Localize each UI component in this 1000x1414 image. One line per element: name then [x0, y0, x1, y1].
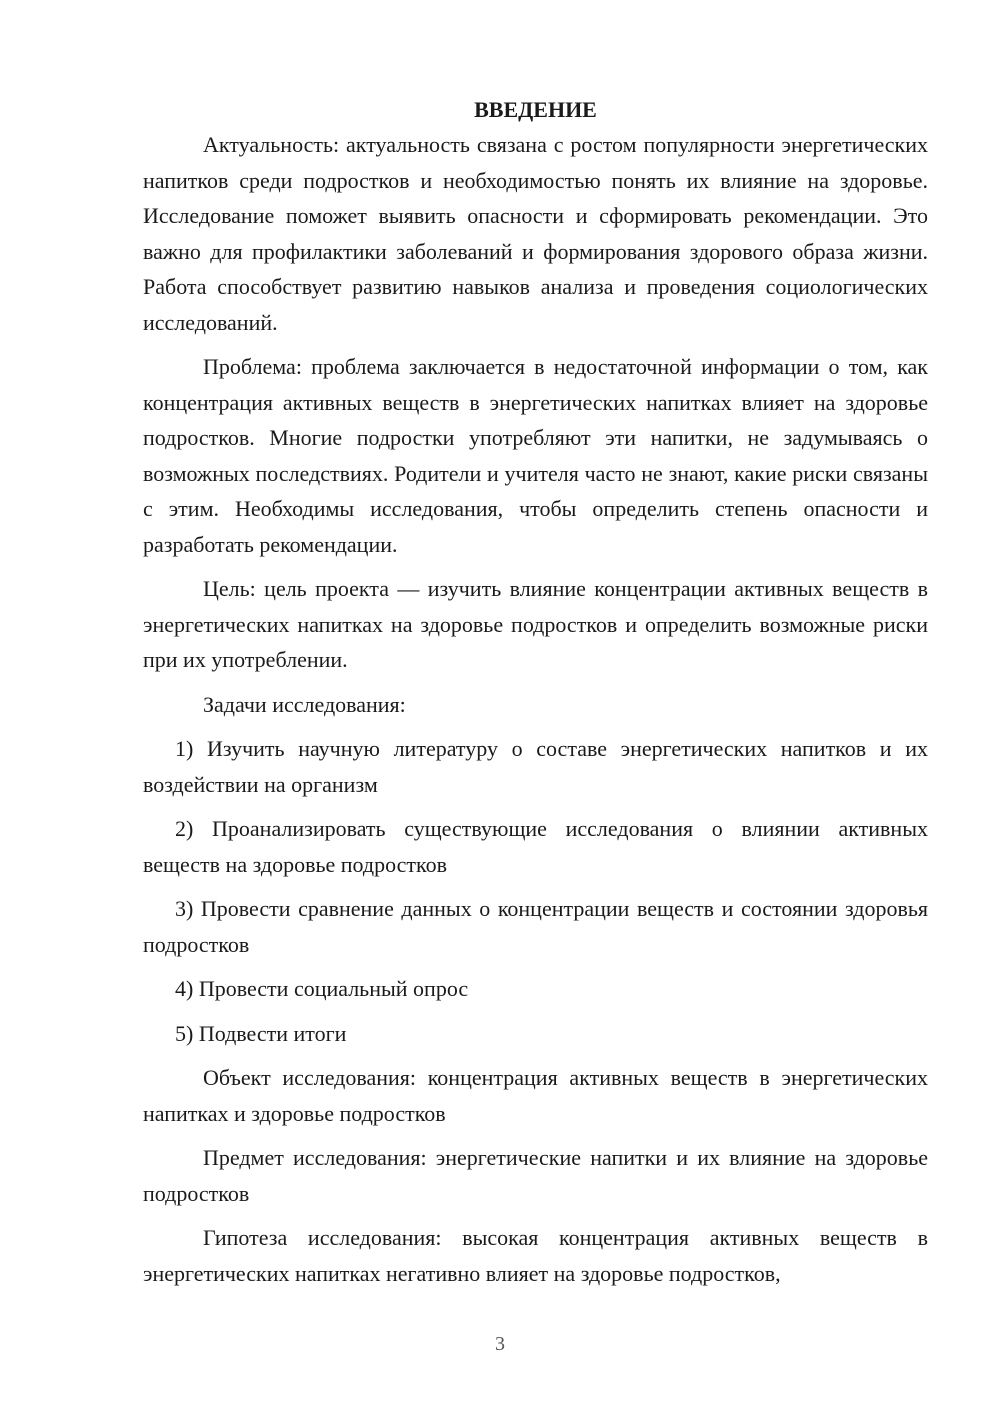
- tasks-title: Задачи исследования:: [203, 691, 406, 717]
- task-item-2: 2) Проанализировать существующие исследования о влиянии активных веществ на здоровье подростков: [143, 816, 928, 877]
- section-heading: ВВЕДЕНИЕ: [474, 97, 597, 122]
- paragraph-problem: Проблема: проблема заключается в недостаточной информации о том, как концентрация активных веществ в энергетических напитках влияет на здоровье подростков. Многие подростки употребляют эти напитки, не задумываясь о возможных последствиях. Родители и учителя часто не знают, какие риски связаны с этим. Необходимы исследования, чтобы определить степень опасности и разработать рекомендации.: [143, 354, 928, 557]
- paragraph-subject: Предмет исследования: энергетические напитки и их влияние на здоровье подростков: [143, 1145, 928, 1206]
- task-item-4: 4) Провести социальный опрос: [175, 976, 469, 1001]
- task-item-5: 5) Подвести итоги: [175, 1020, 347, 1046]
- task-item-3: 3) Провести сравнение данных о концентрации веществ и состоянии здоровья подростков: [143, 896, 928, 957]
- paragraph-relevance: Актуальность: актуальность связана с ростом популярности энергетических напитков среди подростков и необходимостью понять их влияние на здоровье. Исследование поможет выявить опасности и сформировать рекомендации. Это важно для профилактики заболеваний и формирования здорового образа жизни. Работа способствует развитию навыков анализа и проведения социологических исследований.: [143, 132, 928, 335]
- page-number: 3: [495, 1333, 505, 1355]
- paragraph-hypothesis: Гипотеза исследования: высокая концентрация активных веществ в энергетических напитках негативно влияет на здоровье подростков,: [143, 1225, 928, 1286]
- task-item-1: 1) Изучить научную литературу о составе энергетических напитков и их воздействии на организм: [143, 736, 928, 797]
- page-content: [143, 92, 928, 1300]
- paragraph-goal: Цель: цель проекта — изучить влияние концентрации активных веществ в энергетических напитках на здоровье подростков и определить возможные риски при их употреблении.: [143, 576, 928, 672]
- paragraph-object: Объект исследования: концентрация активных веществ в энергетических напитках и здоровье подростков: [143, 1065, 928, 1126]
